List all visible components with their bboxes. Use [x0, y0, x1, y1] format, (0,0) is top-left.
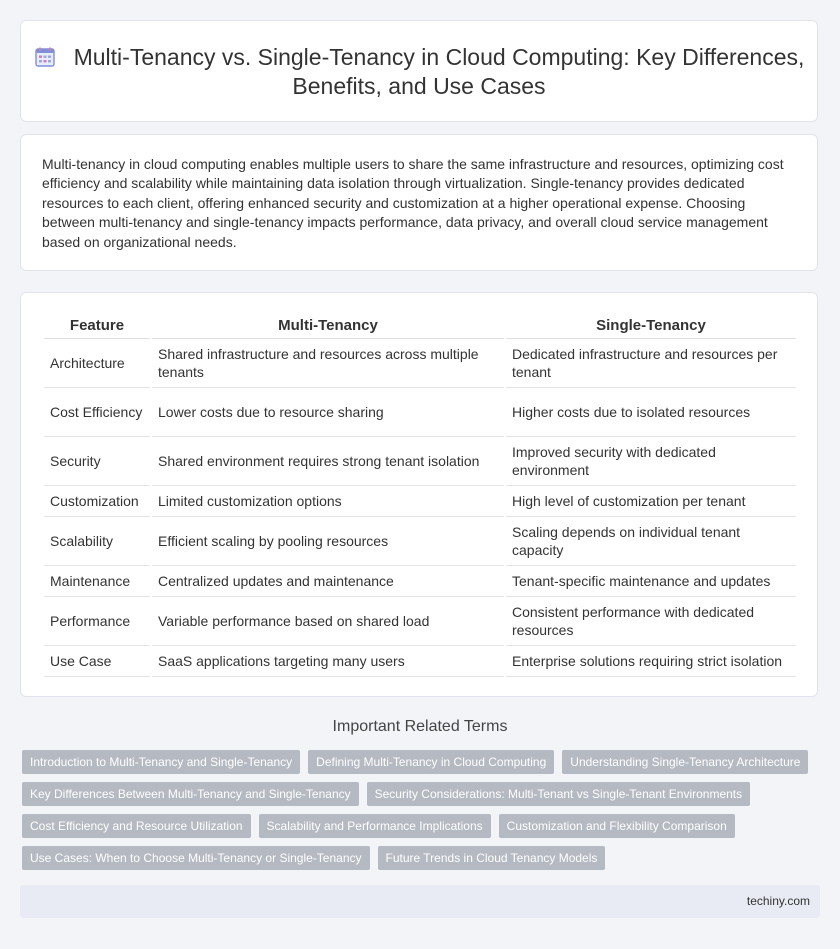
single-tenancy-cell: Improved security with dedicated environment	[506, 437, 796, 486]
single-tenancy-cell: Dedicated infrastructure and resources per tenant	[506, 339, 796, 388]
feature-cell: Architecture	[44, 339, 150, 388]
multi-tenancy-cell: SaaS applications targeting many users	[152, 646, 504, 677]
single-tenancy-cell: Consistent performance with dedicated resources	[506, 597, 796, 646]
feature-cell: Cost Efficiency	[44, 388, 150, 437]
header-multi-tenancy: Multi-Tenancy	[152, 312, 504, 339]
multi-tenancy-cell: Variable performance based on shared load	[152, 597, 504, 646]
single-tenancy-cell: Tenant-specific maintenance and updates	[506, 566, 796, 597]
single-tenancy-cell: High level of customization per tenant	[506, 486, 796, 517]
header-single-tenancy: Single-Tenancy	[506, 312, 796, 339]
multi-tenancy-cell: Shared environment requires strong tenant isolation	[152, 437, 504, 486]
related-terms-title: Important Related Terms	[332, 718, 508, 735]
intro-paragraph: Multi-tenancy in cloud computing enables multiple users to share the same infrastructure and resources, optimizing cost efficiency and scalability while maintaining data isolation through virtualization. Single-tenancy provides dedicated resources to each client, offering enhanced security and customization at a higher operational expense. Choosing between multi-tenancy and single-tenancy impacts performance, data privacy, and overall cloud service management based on organizational needs.	[42, 156, 784, 250]
feature-cell: Performance	[44, 597, 150, 646]
related-term-tag[interactable]: Understanding Single-Tenancy Architecture	[562, 750, 808, 774]
related-term-tag[interactable]: Customization and Flexibility Comparison	[499, 814, 735, 838]
footer-brand-link[interactable]: techiny.com	[746, 894, 810, 908]
feature-cell: Scalability	[44, 517, 150, 566]
feature-cell: Customization	[44, 486, 150, 517]
multi-tenancy-cell: Efficient scaling by pooling resources	[152, 517, 504, 566]
feature-cell: Use Case	[44, 646, 150, 677]
table-row	[44, 388, 796, 437]
multi-tenancy-cell: Lower costs due to resource sharing	[152, 388, 504, 437]
related-term-tag[interactable]: Cost Efficiency and Resource Utilization	[22, 814, 251, 838]
footer-bar	[20, 885, 820, 918]
related-term-tag[interactable]: Defining Multi-Tenancy in Cloud Computing	[308, 750, 554, 774]
table-row	[44, 597, 796, 646]
table-row	[44, 517, 796, 566]
document-table-icon	[34, 46, 56, 68]
multi-tenancy-cell: Shared infrastructure and resources across multiple tenants	[152, 339, 504, 388]
table-row	[44, 646, 796, 677]
table-row	[44, 486, 796, 517]
single-tenancy-cell: Higher costs due to isolated resources	[506, 388, 796, 437]
related-term-tag[interactable]: Security Considerations: Multi-Tenant vs Single-Tenant Environments	[367, 782, 751, 806]
comparison-table-card	[20, 292, 818, 697]
table-row	[44, 339, 796, 388]
page-title: Multi-Tenancy vs. Single-Tenancy in Cloud Computing: Key Differences, Benefits, and Use Cases	[73, 44, 805, 99]
table-header-row	[44, 312, 796, 339]
feature-cell: Security	[44, 437, 150, 486]
single-tenancy-cell: Enterprise solutions requiring strict isolation	[506, 646, 796, 677]
single-tenancy-cell: Scaling depends on individual tenant capacity	[506, 517, 796, 566]
table-row	[44, 437, 796, 486]
header-feature: Feature	[44, 312, 150, 339]
related-terms-list	[22, 750, 822, 870]
related-term-tag[interactable]: Future Trends in Cloud Tenancy Models	[378, 846, 606, 870]
table-row	[44, 566, 796, 597]
multi-tenancy-cell: Limited customization options	[152, 486, 504, 517]
related-term-tag[interactable]: Introduction to Multi-Tenancy and Single-Tenancy	[22, 750, 300, 774]
title-card	[20, 20, 818, 122]
page-title-block	[21, 43, 817, 101]
feature-cell: Maintenance	[44, 566, 150, 597]
related-term-tag[interactable]: Key Differences Between Multi-Tenancy and Single-Tenancy	[22, 782, 359, 806]
comparison-table	[42, 312, 798, 677]
multi-tenancy-cell: Centralized updates and maintenance	[152, 566, 504, 597]
related-term-tag[interactable]: Use Cases: When to Choose Multi-Tenancy or Single-Tenancy	[22, 846, 370, 870]
related-term-tag[interactable]: Scalability and Performance Implications	[259, 814, 491, 838]
intro-card	[20, 134, 818, 271]
